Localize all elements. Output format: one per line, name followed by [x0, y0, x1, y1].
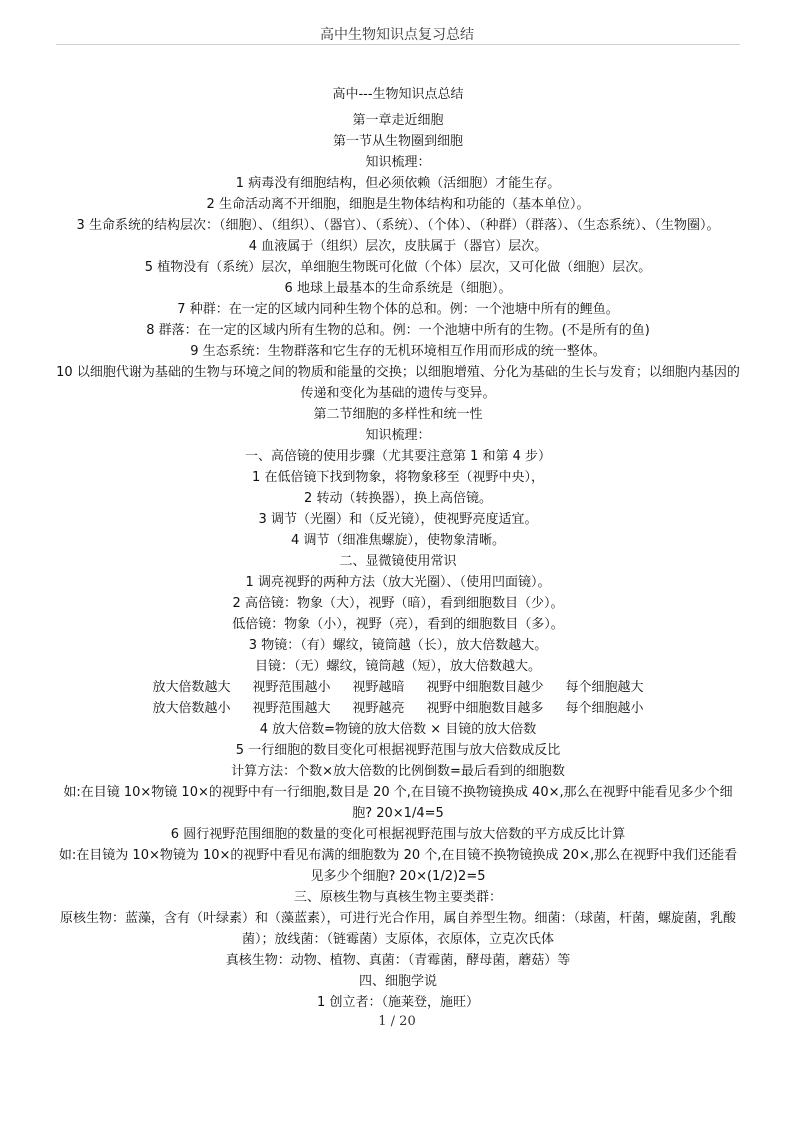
section-heading: 第二节细胞的多样性和统一性 — [313, 407, 483, 422]
comparison-cell: 视野越暗 — [352, 680, 405, 695]
list-heading: 二、显微镜使用常识 — [339, 554, 457, 569]
example-paragraph: 如:在目镜 10×物镜 10×的视野中有一行细胞,数目是 20 个,在目镜不换物镜换成 40×,那么在视野中能看见多少个细胞? 20×1/4=5 — [63, 785, 733, 821]
document-title: 高中---生物知识点总结 — [332, 87, 464, 102]
paragraph: 7 种群：在一定的区域内同种生物个体的总和。例：一个池塘中所有的鲤鱼。 — [177, 302, 619, 317]
section-heading: 第一节从生物圈到细胞 — [332, 134, 463, 149]
paragraph: 8 群落：在一定的区域内所有生物的总和。例：一个池塘中所有的生物。(不是所有的鱼) — [146, 323, 650, 338]
comparison-cell: 每个细胞越小 — [565, 701, 644, 716]
list-item: 4 放大倍数=物镜的放大倍数 × 目镜的放大倍数 — [259, 722, 537, 737]
comparison-cell: 视野中细胞数目越多 — [426, 701, 544, 716]
list-item: 3 物镜：（有）螺纹，镜筒越（长），放大倍数越大。 — [248, 638, 548, 653]
list-item: 1 调亮视野的两种方法（放大光圈）、（使用凹面镜）。 — [245, 575, 551, 590]
paragraph: 9 生态系统：生物群落和它生存的无机环境相互作用而形成的统一整体。 — [190, 344, 606, 359]
list-item: 计算方法：个数×放大倍数的比例倒数=最后看到的细胞数 — [231, 764, 565, 779]
paragraph: 真核生物：动物、植物、真菌：（青霉菌，酵母菌，蘑菇）等 — [225, 953, 571, 968]
list-item: 3 调节（光圈）和（反光镜），使视野亮度适宜。 — [258, 512, 538, 527]
subheading: 知识梳理： — [365, 428, 431, 443]
list-item: 1 创立者：（施莱登，施旺） — [317, 995, 479, 1010]
comparison-cell: 视野越亮 — [352, 701, 405, 716]
comparison-cell: 视野范围越大 — [252, 701, 331, 716]
example-paragraph: 如:在目镜为 10×物镜为 10×的视野中看见布满的细胞数为 20 个,在目镜不换物镜换成 20×,那么在视野中我们还能看见多少个细胞? 20×(1/2)2=5 — [58, 848, 738, 884]
comparison-cell: 视野范围越小 — [252, 680, 331, 695]
running-header: 高中生物知识点复习总结 — [320, 27, 474, 43]
page-number: 1 / 20 — [378, 1014, 416, 1029]
comparison-cell: 放大倍数越小 — [152, 701, 231, 716]
list-item: 5 一行细胞的数目变化可根据视野范围与放大倍数成反比 — [235, 743, 561, 758]
comparison-row — [56, 677, 740, 698]
list-heading: 四、细胞学说 — [358, 974, 437, 989]
list-item: 目镜：（无）螺纹，镜筒越（短），放大倍数越大。 — [254, 659, 541, 674]
list-item: 2 转动（转换器），换上高倍镜。 — [304, 491, 492, 506]
comparison-cell: 视野中细胞数目越少 — [426, 680, 544, 695]
list-item: 6 圆行视野范围细胞的数量的变化可根据视野范围与放大倍数的平方成反比计算 — [170, 827, 626, 842]
comparison-row — [56, 698, 740, 719]
paragraph: 1 病毒没有细胞结构，但必须依赖（活细胞）才能生存。 — [235, 176, 561, 191]
list-item: 2 高倍镜：物象（大），视野（暗），看到细胞数目（少）。 — [232, 596, 564, 611]
paragraph: 4 血液属于（组织）层次，皮肤属于（器官）层次。 — [248, 239, 548, 254]
subheading: 知识梳理： — [365, 155, 431, 170]
chapter-heading: 第一章走近细胞 — [352, 113, 444, 128]
comparison-cell: 放大倍数越大 — [152, 680, 231, 695]
paragraph: 10 以细胞代谢为基础的生物与环境之间的物质和能量的交换；以细胞增殖、分化为基础的生长与发育；以细胞内基因的传递和变化为基础的遗传与变异。 — [56, 365, 740, 401]
paragraph: 原核生物：蓝藻，含有（叶绿素）和（藻蓝素），可进行光合作用，属自养型生物。细菌：（球菌，杆菌，螺旋菌，乳酸菌）；放线菌：（链霉菌）支原体，衣原体，立克次氏体 — [59, 911, 736, 947]
list-item: 低倍镜：物象（小），视野（亮），看到的细胞数目（多）。 — [232, 617, 564, 632]
paragraph: 2 生命活动离不开细胞，细胞是生物体结构和功能的（基本单位）。 — [206, 197, 590, 212]
list-item: 4 调节（细准焦螺旋），使物象清晰。 — [291, 533, 505, 548]
header-divider — [56, 44, 740, 45]
paragraph: 5 植物没有（系统）层次，单细胞生物既可化做（个体）层次，又可化做（细胞）层次。 — [144, 260, 652, 275]
list-heading: 一、高倍镜的使用步骤（尤其要注意第 1 和第 4 步） — [244, 449, 552, 464]
list-heading: 三、原核生物与真核生物主要类群： — [293, 890, 502, 905]
paragraph: 3 生命系统的结构层次：（细胞）、（组织）、（器官）、（系统）、（个体）、（种群）（群落）、（生态系统）、（生物圈）。 — [76, 218, 720, 233]
paragraph: 6 地球上最基本的生命系统是（细胞）。 — [284, 281, 512, 296]
comparison-cell: 每个细胞越大 — [565, 680, 644, 695]
list-item: 1 在低倍镜下找到物象，将物象移至（视野中央）， — [252, 470, 544, 485]
document-body — [56, 84, 740, 1013]
